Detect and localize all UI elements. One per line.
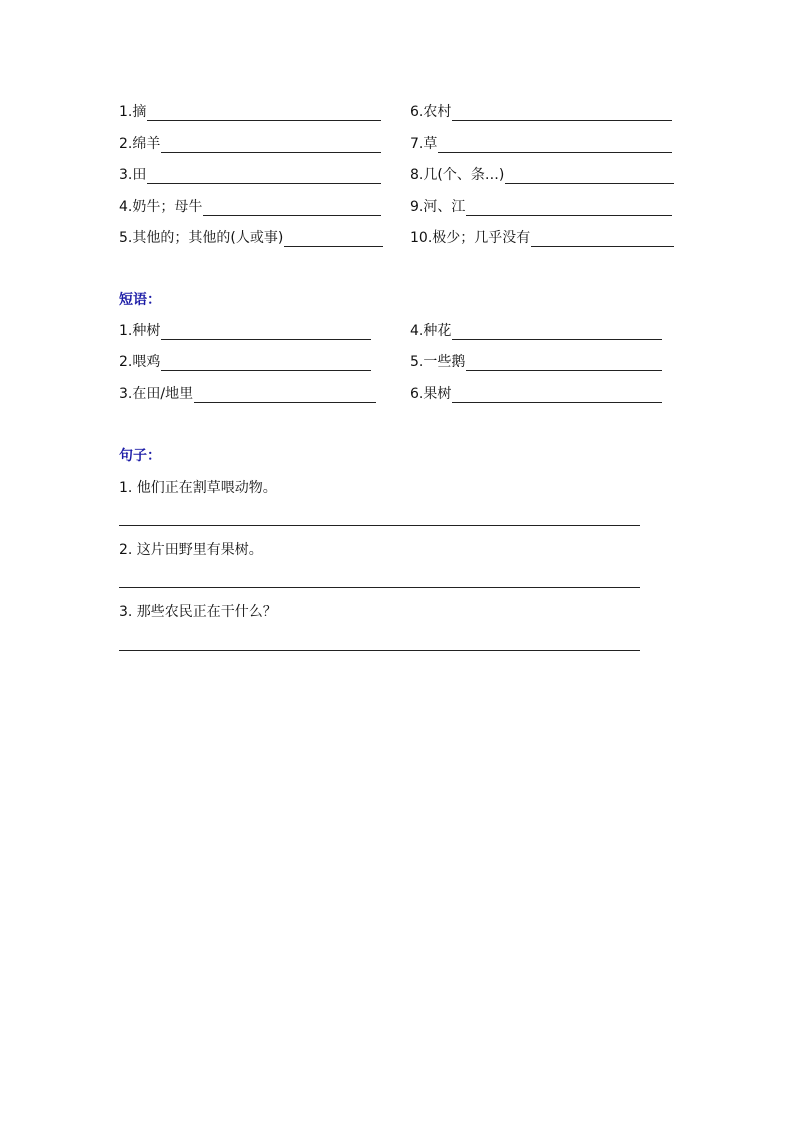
phrase-row-5 — [410, 353, 662, 371]
word-row-2 — [119, 135, 381, 153]
phrase-blank-5[interactable] — [466, 356, 662, 371]
word-row-10 — [410, 229, 674, 247]
word-row-4 — [119, 198, 381, 216]
phrase-label-4: 4.种花 — [410, 323, 452, 339]
word-label-2: 2.绵羊 — [119, 136, 161, 152]
phrase-label-3: 3.在田/地里 — [119, 386, 194, 402]
phrase-blank-1[interactable] — [161, 325, 371, 340]
word-label-9: 9.河、江 — [410, 199, 466, 215]
answer-blank-4[interactable] — [203, 201, 381, 216]
sentence-1: 1. 他们正在割草喂动物。 — [119, 480, 277, 496]
word-label-10: 10.极少；几乎没有 — [410, 230, 531, 246]
word-label-5: 5.其他的；其他的(人或事) — [119, 230, 284, 246]
phrase-row-6 — [410, 385, 662, 403]
answer-blank-3[interactable] — [147, 169, 381, 184]
word-label-1: 1.摘 — [119, 104, 147, 120]
phrase-label-5: 5.一些鹅 — [410, 354, 466, 370]
phrase-row-1 — [119, 322, 371, 340]
sentences-title: 句子： — [119, 448, 161, 464]
word-label-4: 4.奶牛；母牛 — [119, 199, 203, 215]
word-row-7 — [410, 135, 672, 153]
phrase-blank-6[interactable] — [452, 388, 662, 403]
word-label-8: 8.几(个、条…) — [410, 167, 505, 183]
phrase-label-6: 6.果树 — [410, 386, 452, 402]
word-row-8 — [410, 166, 674, 184]
word-row-5 — [119, 229, 383, 247]
phrase-blank-4[interactable] — [452, 325, 662, 340]
word-row-6 — [410, 103, 672, 121]
phrase-label-2: 2.喂鸡 — [119, 354, 161, 370]
word-label-7: 7.草 — [410, 136, 438, 152]
phrase-label-1: 1.种树 — [119, 323, 161, 339]
answer-blank-10[interactable] — [531, 232, 674, 247]
word-row-3 — [119, 166, 381, 184]
answer-blank-1[interactable] — [147, 106, 381, 121]
answer-blank-5[interactable] — [284, 232, 383, 247]
phrase-row-4 — [410, 322, 662, 340]
answer-blank-9[interactable] — [466, 201, 672, 216]
word-label-3: 3.田 — [119, 167, 147, 183]
sentence-answer-line-3[interactable] — [119, 650, 640, 651]
phrase-blank-3[interactable] — [194, 388, 376, 403]
sentence-answer-line-1[interactable] — [119, 525, 640, 526]
sentence-3: 3. 那些农民正在干什么？ — [119, 604, 277, 620]
word-row-1 — [119, 103, 381, 121]
phrase-row-3 — [119, 385, 376, 403]
answer-blank-2[interactable] — [161, 138, 381, 153]
sentence-2: 2. 这片田野里有果树。 — [119, 542, 263, 558]
phrase-row-2 — [119, 353, 371, 371]
phrase-blank-2[interactable] — [161, 356, 371, 371]
sentence-answer-line-2[interactable] — [119, 587, 640, 588]
phrases-title: 短语： — [119, 292, 161, 308]
answer-blank-7[interactable] — [438, 138, 672, 153]
answer-blank-8[interactable] — [505, 169, 674, 184]
word-label-6: 6.农村 — [410, 104, 452, 120]
answer-blank-6[interactable] — [452, 106, 672, 121]
word-row-9 — [410, 198, 672, 216]
